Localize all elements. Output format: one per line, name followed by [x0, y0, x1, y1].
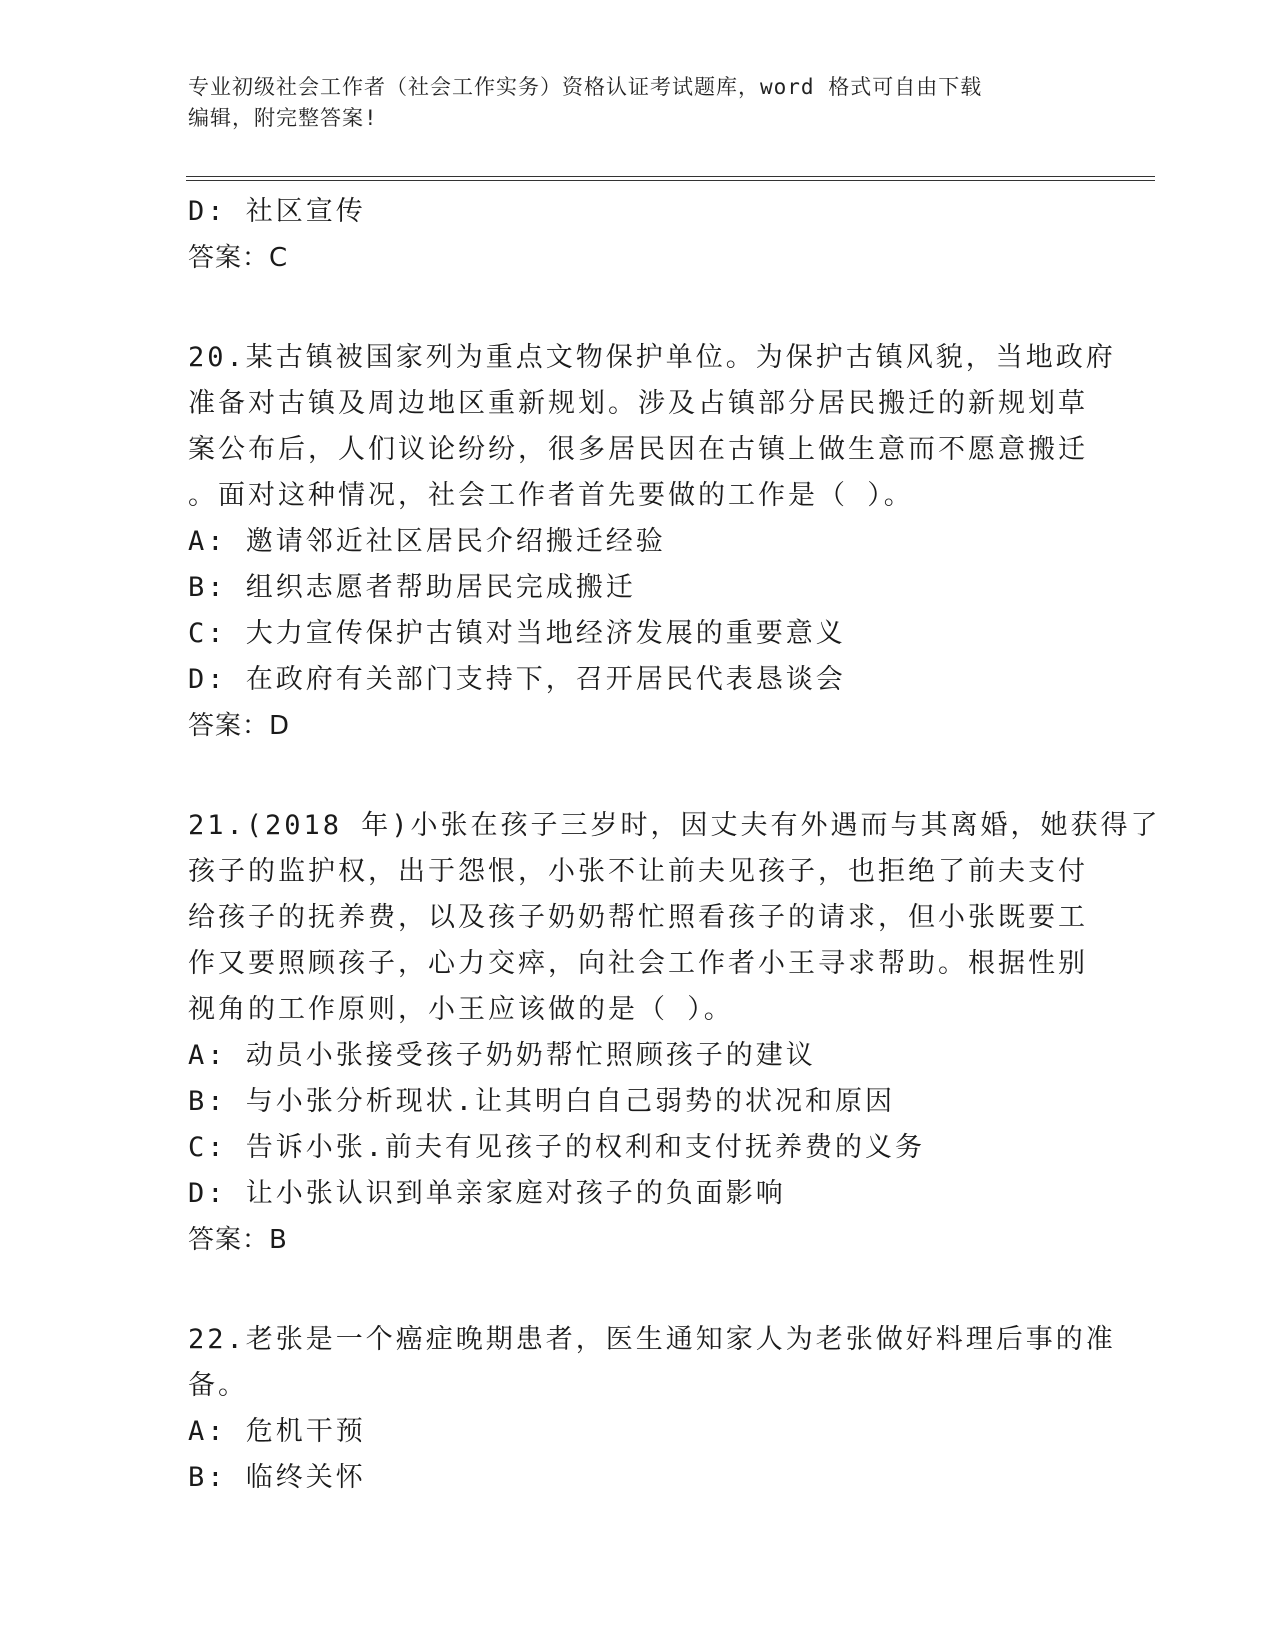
stem-line: 作又要照顾孩子，心力交瘁，向社会工作者小王寻求帮助。根据性别	[188, 948, 1088, 979]
stem-line: 21.(2018 年)小张在孩子三岁时，因丈夫有外遇而与其离婚，她获得了	[188, 810, 1161, 841]
option-c: C: 告诉小张.前夫有见孩子的权利和支付抚养费的义务	[188, 1132, 926, 1163]
answer-line: 答案：D	[188, 711, 291, 741]
stem-line: 准备对古镇及周边地区重新规划。涉及占镇部分居民搬迁的新规划草	[188, 388, 1088, 419]
option-d: D: 在政府有关部门支持下，召开居民代表恳谈会	[188, 664, 846, 695]
question-stem	[188, 1317, 1116, 1409]
option-c: C: 大力宣传保护古镇对当地经济发展的重要意义	[188, 618, 846, 649]
header-line-1: 专业初级社会工作者（社会工作实务）资格认证考试题库，word 格式可自由下载	[188, 75, 983, 99]
option-b: B: 临终关怀	[188, 1462, 366, 1493]
stem-line: 20.某古镇被国家列为重点文物保护单位。为保护古镇风貌，当地政府	[188, 342, 1116, 373]
stem-line: 案公布后，人们议论纷纷，很多居民因在古镇上做生意而不愿意搬迁	[188, 434, 1088, 465]
previous-question-tail	[188, 189, 1088, 281]
answer-line: 答案：B	[188, 1225, 288, 1255]
stem-line: 。面对这种情况，社会工作者首先要做的工作是（ ）。	[188, 480, 914, 511]
option-b: B: 与小张分析现状.让其明白自己弱势的状况和原因	[188, 1086, 896, 1117]
option-a: A: 动员小张接受孩子奶奶帮忙照顾孩子的建议	[188, 1040, 816, 1071]
stem-line: 视角的工作原则，小王应该做的是（ ）。	[188, 994, 734, 1025]
option-d: D: 社区宣传	[188, 196, 366, 227]
option-b: B: 组织志愿者帮助居民完成搬迁	[188, 572, 636, 603]
header-line-2: 编辑，附完整答案!	[188, 106, 378, 130]
header-divider	[186, 176, 1155, 181]
question-stem	[188, 335, 1116, 519]
question-22	[188, 1317, 1116, 1501]
question-21	[188, 803, 1161, 1263]
stem-line: 给孩子的抚养费，以及孩子奶奶帮忙照看孩子的请求，但小张既要工	[188, 902, 1088, 933]
stem-line: 孩子的监护权，出于怨恨，小张不让前夫见孩子，也拒绝了前夫支付	[188, 856, 1088, 887]
option-d: D: 让小张认识到单亲家庭对孩子的负面影响	[188, 1178, 786, 1209]
stem-line: 备。	[188, 1370, 248, 1401]
option-a: A: 危机干预	[188, 1416, 366, 1447]
document-body	[188, 189, 1161, 1501]
question-20	[188, 335, 1116, 749]
question-stem	[188, 803, 1161, 1033]
answer-line: 答案：C	[188, 243, 289, 273]
stem-line: 22.老张是一个癌症晚期患者，医生通知家人为老张做好料理后事的准	[188, 1324, 1116, 1355]
page-header	[188, 72, 1068, 134]
option-a: A: 邀请邻近社区居民介绍搬迁经验	[188, 526, 666, 557]
